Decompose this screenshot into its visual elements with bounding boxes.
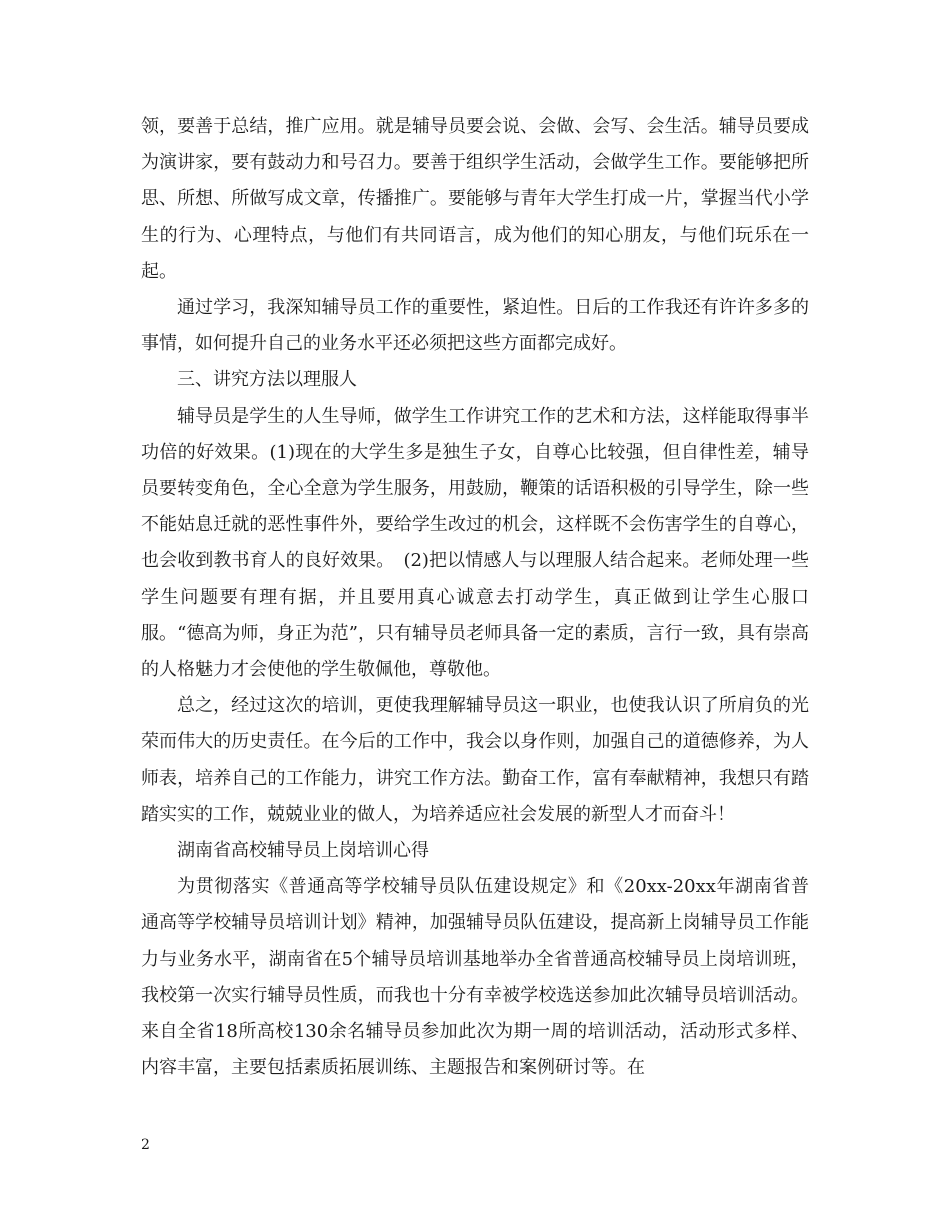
paragraph-2: 通过学习，我深知辅导员工作的重要性，紧迫性。日后的工作我还有许许多多的事情，如何提升自己的业务水平还必须把这些方面都完成好。 xyxy=(141,297,809,355)
page-number: 2 xyxy=(141,1137,150,1153)
article-title: 湖南省高校辅导员上岗培训心得 xyxy=(177,840,429,862)
document-body xyxy=(141,109,809,1086)
paragraph-5: 为贯彻落实《普通高等学校辅导员队伍建设规定》和《20xx-20xx年湖南省普通高等学校辅导员培训计划》精神，加强辅导员队伍建设，提高新上岗辅导员工作能力与业务水平，湖南省在5个辅导员培训基地举办全省普通高校辅导员上岗培训班，我校第一次实行辅导员性质，而我也十分有幸被学校选送参加此次辅导员培训活动。来自全省18所高校130余名辅导员参加此次为期一周的培训活动，活动形式多样、内容丰富，主要包括素质拓展训练、主题报告和案例研讨等。在 xyxy=(141,876,809,1079)
paragraph-1: 领，要善于总结，推广应用。就是辅导员要会说、会做、会写、会生活。辅导员要成为演讲家，要有鼓动力和号召力。要善于组织学生活动，会做学生工作。要能够把所思、所想、所做写成文章，传播推广。要能够与青年大学生打成一片，掌握当代小学生的行为、心理特点，与他们有共同语言，成为他们的知心朋友，与他们玩乐在一起。 xyxy=(141,116,809,282)
paragraph-4: 总之，经过这次的培训，更使我理解辅导员这一职业，也使我认识了所肩负的光荣而伟大的历史责任。在今后的工作中，我会以身作则，加强自己的道德修养，为人师表，培养自己的工作能力，讲究工作方法。勤奋工作，富有奉献精神，我想只有踏踏实实的工作，兢兢业业的做人，为培养适应社会发展的新型人才而奋斗！ xyxy=(141,695,809,825)
section-heading: 三、讲究方法以理服人 xyxy=(177,369,357,391)
paragraph-3: 辅导员是学生的人生导师，做学生工作讲究工作的艺术和方法，这样能取得事半功倍的好效果。(1)现在的大学生多是独生子女，自尊心比较强，但自律性差，辅导员要转变角色，全心全意为学生服务，用鼓励，鞭策的话语积极的引导学生，除一些不能姑息迁就的恶性事件外，要给学生改过的机会，这样既不会伤害学生的自尊心，也会收到教书育人的良好效果。 (2)把以情感人与以理服人结合起来。老师处理一些学生问题要有理有据，并且要用真心诚意去打动学生，真正做到让学生心服口服。“德高为师，身正为范”，只有辅导员老师具备一定的素质，言行一致，具有崇高的人格魅力才会使他的学生敬佩他，尊敬他。 xyxy=(141,405,809,681)
